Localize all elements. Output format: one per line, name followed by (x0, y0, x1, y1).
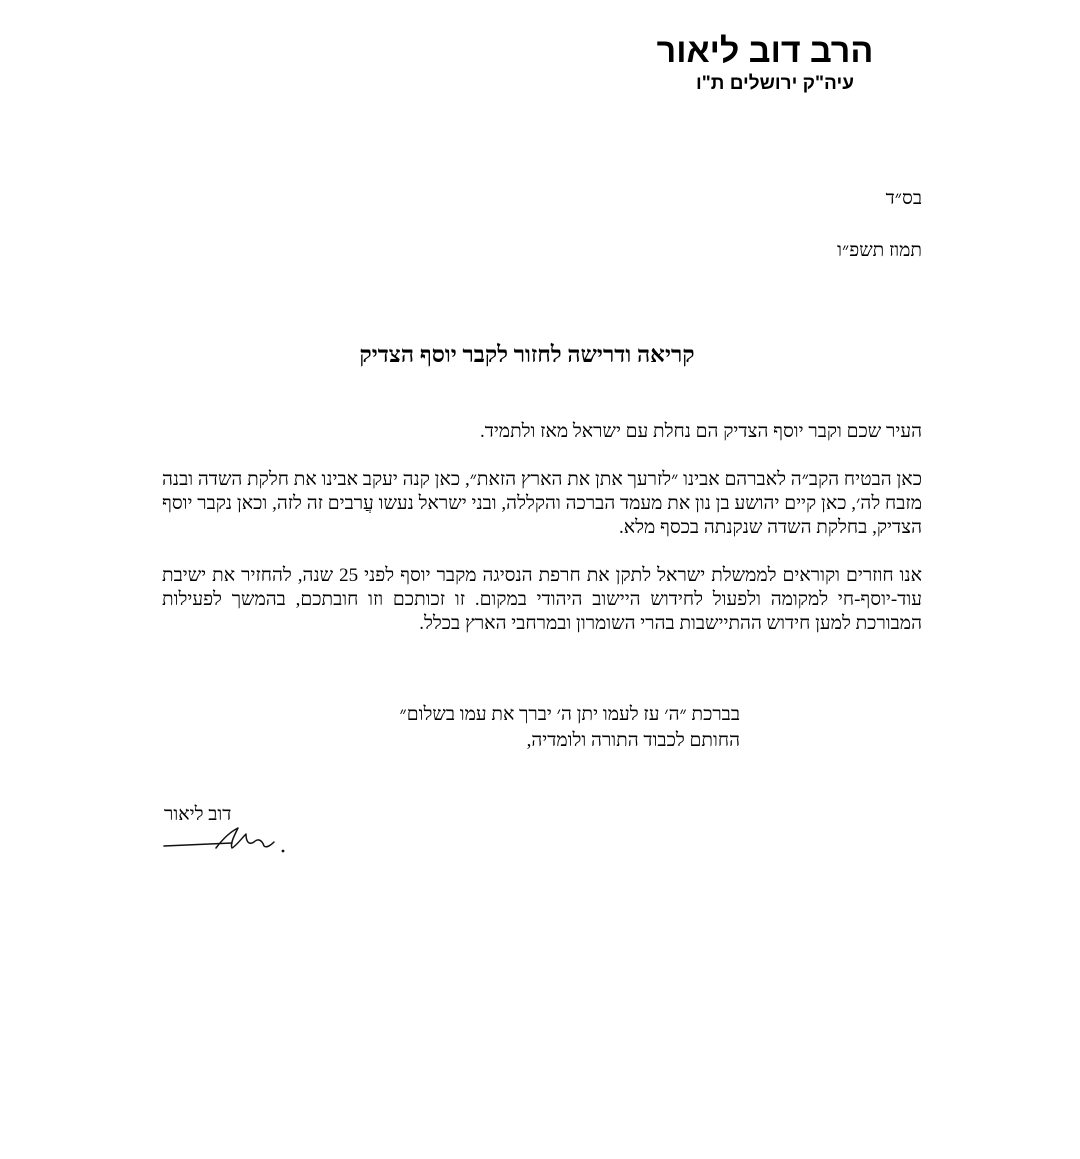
signer-name: דוב ליאור (164, 804, 232, 825)
letter-date: תמוז תשפ״ו (837, 240, 922, 261)
body-paragraph-3: אנו חוזרים וקוראים לממשלת ישראל לתקן את חרפת הנסיגה מקבר יוסף לפני 25 שנה, להחזיר את ישיבת עוד-יוסף-חי למקומה ולפעול לחידוש היישוב היהודי במקום. זו זכותכם וזו חובתכם, בהמשך לפעילות המבורכת למען חידוש ההתיישבות בהרי השומרון ובמרחבי הארץ בכלל. (162, 565, 922, 634)
body-paragraph-1: העיר שכם וקבר יוסף הצדיק הם נחלת עם ישראל מאז ולתמיד. (479, 421, 922, 442)
closing-blessing: בברכת ״ה׳ עז לעמו יתן ה׳ יברך את עמו בשלום״ (399, 704, 740, 725)
bsd-header: בס״ד (885, 188, 922, 209)
letterhead (615, 30, 915, 96)
letter-body (162, 420, 922, 660)
handwritten-signature (160, 824, 300, 864)
letterhead-name: הרב דוב ליאור (656, 32, 874, 70)
letter-title: קריאה ודרישה לחזור לקבר יוסף הצדיק (359, 342, 695, 367)
letterhead-city: עיה"ק ירושלים ת"ו (696, 73, 854, 94)
body-paragraph-2: כאן הבטיח הקב״ה לאברהם אבינו ״לזרעך אתן את הארץ הזאת״, כאן קנה יעקב אבינו את חלקת השדה ובנה מזבח לה׳, כאן קיים יהושע בן נון את מעמד הברכה והקללה, ובני ישראל נעשו עֲרבים זה לזה, וכאן נקבר יוסף הצדיק, בחלקת השדה שנקנתה בכסף מלא. (162, 469, 922, 538)
closing-sign-off: החותם לכבוד התורה ולומדיה, (526, 730, 740, 751)
closing (320, 702, 740, 754)
